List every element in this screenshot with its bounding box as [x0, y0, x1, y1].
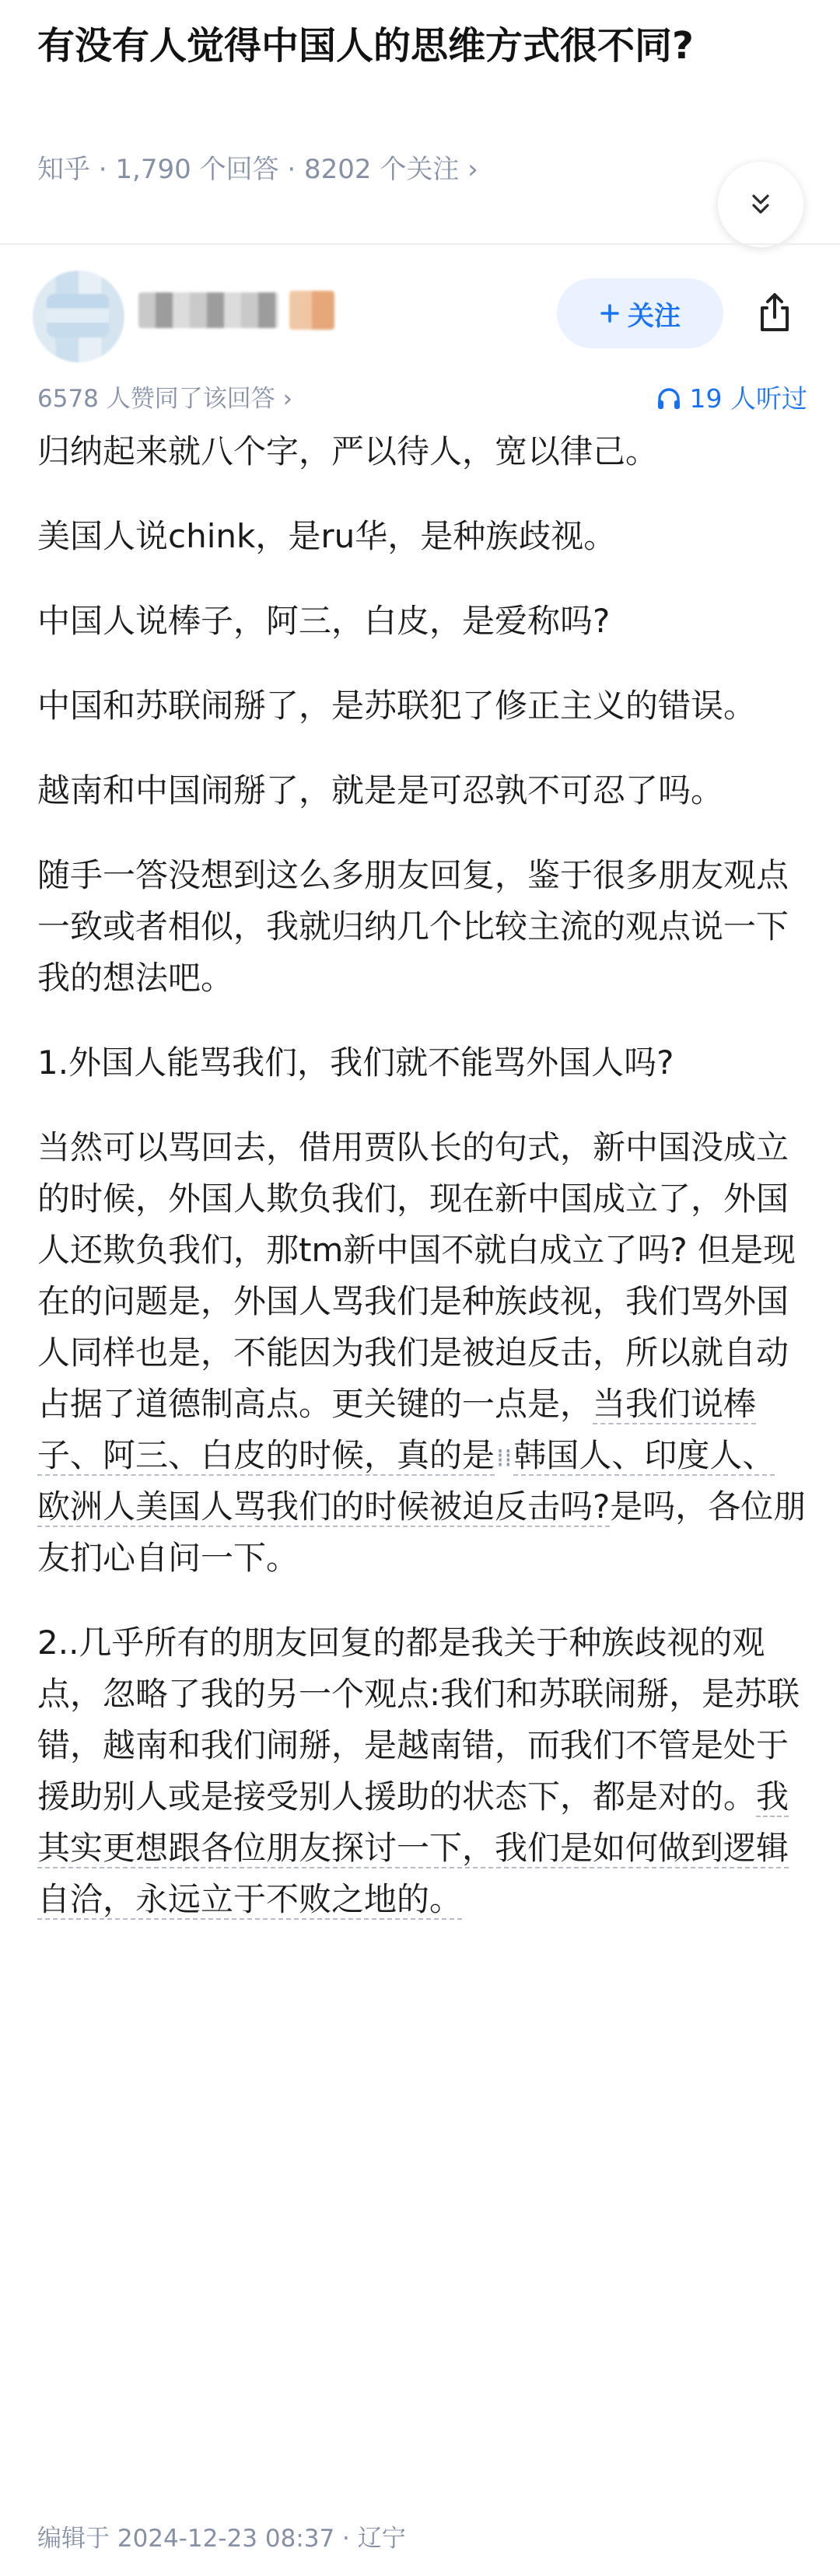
answer-paragraph-1: 归纳起来就八个字，严以待人，宽以律己。: [37, 432, 659, 470]
answer-paragraph-2: 美国人说chink，是ru华，是种族歧视。: [37, 517, 617, 555]
answer-paragraph-3: 中国人说棒子，阿三，白皮，是爱称吗?: [37, 602, 611, 640]
answer-paragraph-8: [37, 1122, 807, 1584]
author-name-blurred[interactable]: [138, 292, 278, 328]
header-divider: [0, 243, 840, 245]
paragraph-8-text: 当然可以骂回去，借用贾队长的句式，新中国没成立的时候，外国人欺负我们，现在新中国成立了，外国人还欺负我们，那tm新中国不就白成立了吗? 但是现在的问题是，外国人骂我们是种族歧视，我们骂外国人同样也是，不能因为我们是被迫反击，所以就自动占据了道德制高点。更关键的一点是，: [37, 1128, 796, 1423]
share-icon: [751, 289, 798, 336]
answer-paragraph-5: 越南和中国闹掰了，就是是可忍孰不可忍了吗。: [37, 771, 724, 809]
paragraph-9-text: 2..几乎所有的朋友回复的都是我关于种族歧视的观点，忽略了我的另一个观点:我们和苏联闹掰，是苏联错，越南和我们闹掰，是越南错，而我们不管是处于援助别人或是接受别人援助的状态下，都是对的。: [37, 1624, 800, 1816]
headphones-icon: [656, 386, 682, 412]
upvote-count[interactable]: 6578 人赞同了该回答 ›: [37, 385, 292, 413]
highlighted-sentence-1b[interactable]: 韩国人、印度人、欧洲人美国人骂我们的时候被迫反击吗?: [37, 1436, 775, 1526]
avatar[interactable]: [33, 271, 124, 362]
answer-stats: [37, 379, 807, 418]
highlighted-sentence-1a[interactable]: 当我们说棒子、阿三、白皮的时候，真的是: [37, 1385, 757, 1474]
answer-paragraph-6: 随手一答没想到这么多朋友回复，鉴于很多朋友观点一致或者相似，我就归纳几个比较主流的观点说一下我的想法吧。: [37, 856, 789, 997]
edit-timestamp: 编辑于 2024-12-23 08:37 · 辽宁: [37, 2525, 406, 2553]
annotation-mark-icon[interactable]: ⁞⁞: [496, 1443, 513, 1473]
follow-label: 关注: [628, 300, 681, 332]
answer-paragraph-7: 1.外国人能骂我们，我们就不能骂外国人吗?: [37, 1043, 674, 1082]
paragraph-8-tail: 是吗，各位朋友扪心自问一下。: [37, 1487, 807, 1577]
double-chevron-down-icon: [745, 189, 776, 220]
plus-icon: [600, 303, 620, 323]
highlighted-sentence-2[interactable]: 我其实更想跟各位朋友探讨一下，我们是如何做到逻辑自洽，永远立于不败之地的。: [37, 1777, 789, 1918]
listen-count: 19 人听过: [689, 383, 807, 414]
author-badge-blurred: [289, 291, 334, 330]
follow-button[interactable]: [557, 278, 723, 348]
collapse-button[interactable]: [718, 162, 803, 247]
answer-paragraph-9: [37, 1617, 807, 1925]
question-header: [0, 0, 840, 233]
listen-button[interactable]: [656, 379, 807, 418]
answer-content: [37, 426, 807, 1959]
author-row: [0, 257, 840, 373]
share-button[interactable]: [747, 285, 803, 341]
question-title[interactable]: 有没有人觉得中国人的思维方式很不同?: [37, 24, 694, 68]
answer-paragraph-4: 中国和苏联闹掰了，是苏联犯了修正主义的错误。: [37, 687, 757, 725]
question-meta[interactable]: 知乎 · 1,790 个回答 · 8202 个关注 ›: [37, 154, 478, 185]
